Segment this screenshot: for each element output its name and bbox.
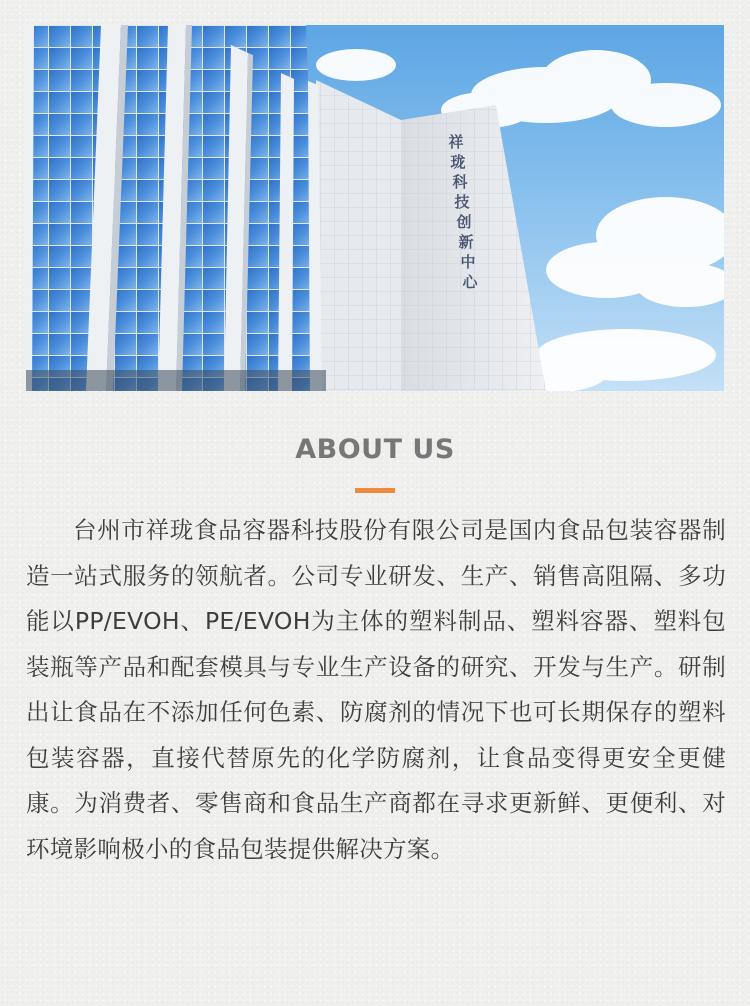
- about-paragraph: 台州市祥珑食品容器科技股份有限公司是国内食品包装容器制造一站式服务的领航者。公司专业研发、生产、销售高阻隔、多功能以PP/EVOH、PE/EVOH为主体的塑料制品、塑料容器、塑料包装瓶等产品和配套模具与专业生产设备的研究、开发与生产。研制出让食品在不添加任何色素、防腐剂的情况下也可长期保存的塑料包装容器，直接代替原先的化学防腐剂，让食品变得更安全更健康。为消费者、零售商和食品生产商都在寻求更新鲜、更便利、对环境影响极小的食品包装提供解决方案。: [26, 516, 726, 863]
- sign-char-3: 科: [452, 173, 468, 191]
- sign-char-2: 珑: [450, 153, 466, 171]
- sign-char-1: 祥: [448, 133, 464, 151]
- sign-char-4: 技: [454, 193, 470, 211]
- office-building-photo: [26, 25, 724, 391]
- sign-char-8: 心: [462, 273, 478, 291]
- section-title: ABOUT US: [295, 434, 455, 465]
- building-photo: [26, 25, 724, 391]
- sign-char-5: 创: [456, 213, 472, 231]
- accent-divider: [355, 488, 395, 493]
- sign-char-7: 中: [460, 253, 476, 271]
- sign-char-6: 新: [458, 233, 474, 251]
